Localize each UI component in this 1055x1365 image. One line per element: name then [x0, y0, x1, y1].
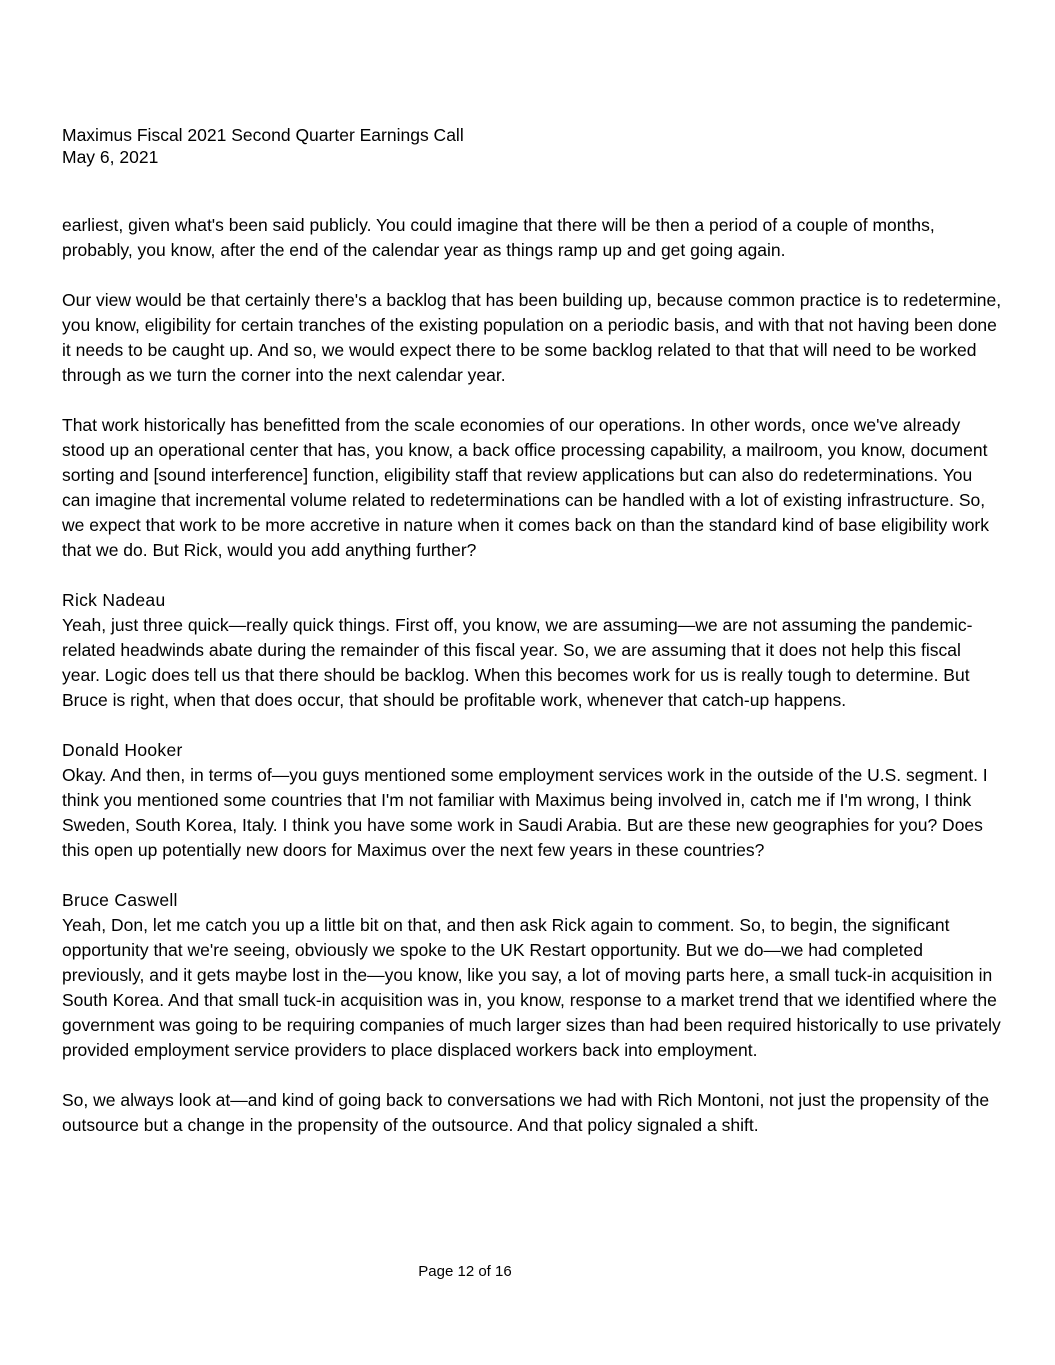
- speaker-text: Yeah, just three quick—really quick things. First off, you know, we are assuming—we are not assuming the pandemic-related headwinds abate during the remainder of this fiscal year. So, we are assuming that it does not help this fiscal year. Logic does tell us that there should be backlog. When this becomes work for us is really tough to determine. But Bruce is right, when that does occur, that should be profitable work, whenever that catch-up happens.: [62, 615, 973, 710]
- transcript-paragraph: That work historically has benefitted from the scale economies of our operations. In other words, once we've already stood up an operational center that has, you know, a back office processing capability, a mailroom, you know, document sorting and [sound interference] function, eligibility staff that review applications but can also do redeterminations. You can imagine that incremental volume related to redeterminations can be handled with a lot of existing infrastructure. So, we expect that work to be more accretive in nature when it comes back on than the standard kind of base eligibility work that we do. But Rick, would you add anything further?: [62, 415, 990, 560]
- page-footer: [0, 1262, 930, 1282]
- speaker-name: Rick Nadeau: [62, 590, 166, 610]
- document-header: [62, 124, 464, 168]
- document-title: Maximus Fiscal 2021 Second Quarter Earnings Call: [62, 125, 464, 145]
- speaker-block: [62, 738, 1002, 863]
- speaker-text: Okay. And then, in terms of—you guys mentioned some employment services work in the outside of the U.S. segment. I think you mentioned some countries that I'm not familiar with Maximus being involved in, catch me if I'm wrong, I think Sweden, South Korea, Italy. I think you have some work in Saudi Arabia. But are these new geographies for you? Does this open up potentially new doors for Maximus over the next few years in these countries?: [62, 765, 988, 860]
- speaker-block: [62, 588, 1002, 713]
- speaker-name: Donald Hooker: [62, 740, 183, 760]
- transcript-body: [62, 213, 1002, 1163]
- speaker-text: Yeah, Don, let me catch you up a little bit on that, and then ask Rick again to comment. So, to begin, the significant opportunity that we're seeing, obviously we spoke to the UK Restart opportunity. But we do—we had completed previously, and it gets maybe lost in the—you know, like you say, a lot of moving parts here, a small tuck-in acquisition in South Korea. And that small tuck-in acquisition was in, you know, response to a market trend that we identified where the government was going to be requiring companies of much larger sizes than had been required historically to use privately provided employment service providers to place displaced workers back into employment.: [62, 915, 1001, 1060]
- page-number: Page 12 of 16: [418, 1263, 512, 1280]
- transcript-paragraph: So, we always look at—and kind of going back to conversations we had with Rich Montoni, not just the propensity of the outsource but a change in the propensity of the outsource. And that policy signaled a shift.: [62, 1090, 990, 1135]
- transcript-paragraph: earliest, given what's been said publicly. You could imagine that there will be then a period of a couple of months, probably, you know, after the end of the calendar year as things ramp up and get going again.: [62, 215, 935, 260]
- speaker-block: [62, 888, 1002, 1063]
- document-date: May 6, 2021: [62, 147, 159, 167]
- speaker-name: Bruce Caswell: [62, 890, 178, 910]
- transcript-paragraph: Our view would be that certainly there's a backlog that has been building up, because common practice is to redetermine, you know, eligibility for certain tranches of the existing population on a periodic basis, and with that not having been done it needs to be caught up. And so, we would expect there to be some backlog related to that that will need to be worked through as we turn the corner into the next calendar year.: [62, 290, 1002, 385]
